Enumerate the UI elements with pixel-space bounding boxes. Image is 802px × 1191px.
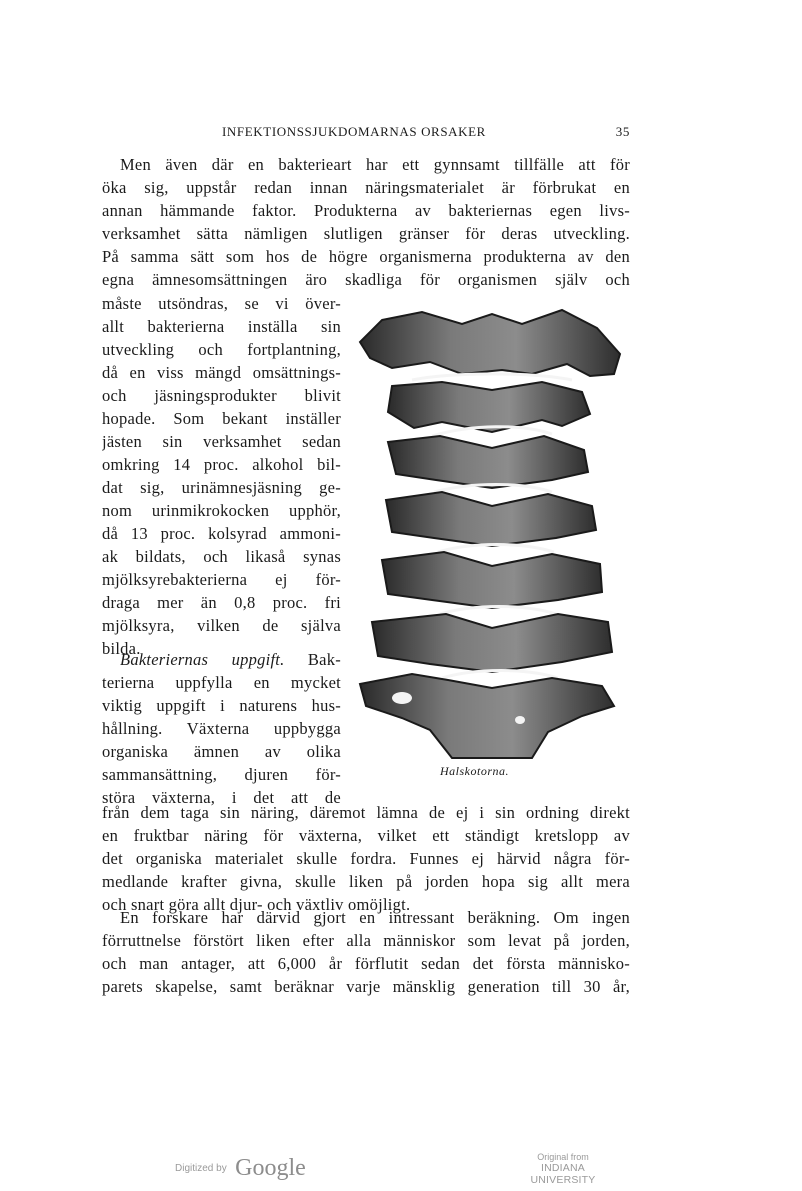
text-line: jästen sin verksamhet sedan <box>102 432 341 451</box>
text-line: omkring 14 proc. alkohol bil- <box>102 455 341 474</box>
text-line: hopade. Som bekant inställer <box>102 409 341 428</box>
text-line: terierna uppfylla en mycket <box>102 673 341 692</box>
text-line: då en viss mängd omsättnings- <box>102 363 341 382</box>
text-line: egna ämnesomsättningen äro skadliga för organismen själv och <box>102 270 630 289</box>
paragraph-3 <box>102 906 630 998</box>
text-line: parets skapelse, samt beräknar varje mänsklig generation till 30 år, <box>102 977 630 996</box>
text-line: och snart göra allt djur- och växtliv omöjligt. <box>102 895 411 914</box>
text-line: mjölksyrebakterierna ej för- <box>102 570 341 589</box>
paragraph-2-full <box>102 801 630 916</box>
vertebra-c7 <box>360 674 614 758</box>
text-line: och jäsningsprodukter blivit <box>102 386 341 405</box>
figure-caption: Halskotorna. <box>440 764 509 778</box>
text-line: då 13 proc. kolsyrad ammoni- <box>102 524 341 543</box>
text-line: hållning. Växterna uppbygga <box>102 719 341 738</box>
axis-vertebra <box>388 382 590 436</box>
text-line: öka sig, uppstår redan innan näringsmaterialet är förbrukat en <box>102 178 630 197</box>
text-line: draga mer än 0,8 proc. fri <box>102 593 341 612</box>
text-line: nom urinmikrokocken upphör, <box>102 501 341 520</box>
atlas-vertebra <box>360 310 620 380</box>
text-line: från dem taga sin näring, däremot lämna de ej i sin ordning direkt <box>102 803 630 822</box>
text-line: sammansättning, djuren för- <box>102 765 341 784</box>
digitized-by-label: Digitized by <box>175 1163 227 1174</box>
text-line: medlande krafter givna, skulle liken på jorden hopa sig allt mera <box>102 872 630 891</box>
text-fragment: Bak- <box>307 650 341 669</box>
text-line: Men även där en bakterieart har ett gynnsamt tillfälle att för <box>120 155 630 174</box>
text-line: och man antager, att 6,000 år förflutit sedan det första människo- <box>102 954 630 973</box>
vertebra-c4 <box>386 492 596 552</box>
google-logo: Google <box>235 1155 306 1181</box>
text-line: annan hämmande faktor. Produkterna av bakteriernas egen livs- <box>102 201 630 220</box>
vertebra-c5 <box>382 552 602 614</box>
cervical-vertebrae-illustration <box>352 302 632 762</box>
text-line: ak bildats, och likaså synas <box>102 547 341 566</box>
text-line <box>102 648 341 671</box>
text-line: mjölksyra, vilken de själva <box>102 616 341 635</box>
text-line: en fruktbar näring för växterna, vilket ett ständigt kretslopp av <box>102 826 630 845</box>
text-line: måste utsöndras, se vi över- <box>102 294 341 313</box>
text-line: förruttnelse förstört liken efter alla människor som levat på jorden, <box>102 931 630 950</box>
text-line: En forskare har därvid gjort en intressant beräkning. Om ingen <box>120 908 630 927</box>
text-line: störa växterna, i det att de <box>102 788 341 807</box>
page-number: 35 <box>615 124 630 139</box>
text-line: verksamhet sätta nämligen slutligen gränser för deras utveckling. <box>102 224 630 243</box>
text-line: dat sig, urinämnesjäsning ge- <box>102 478 341 497</box>
paragraph-1-narrow <box>102 292 341 660</box>
original-from-label: Original from <box>537 1152 589 1162</box>
original-from-watermark <box>508 1152 618 1186</box>
running-title: INFEKTIONSSJUKDOMARNAS ORSAKER <box>222 124 486 139</box>
text-line: allt bakterierna inställa sin <box>102 317 341 336</box>
institution-label: INDIANA UNIVERSITY <box>530 1162 596 1186</box>
text-line: bilda. <box>102 639 141 658</box>
text-line: viktig uppgift i naturens hus- <box>102 696 341 715</box>
vertebra-c6 <box>372 614 612 678</box>
section-heading: Bakteriernas uppgift. <box>120 650 285 669</box>
text-line: På samma sätt som hos de högre organismerna produkterna av den <box>102 247 630 266</box>
text-line: organiska ämnen av olika <box>102 742 341 761</box>
digitized-by-watermark <box>175 1155 306 1182</box>
paragraph-1 <box>102 153 630 291</box>
paragraph-2-narrow <box>102 648 341 809</box>
text-line: utveckling och fortplantning, <box>102 340 341 359</box>
vertebra-c3 <box>388 436 588 492</box>
text-line: det organiska materialet skulle fordra. Funnes ej härvid några för- <box>102 849 630 868</box>
